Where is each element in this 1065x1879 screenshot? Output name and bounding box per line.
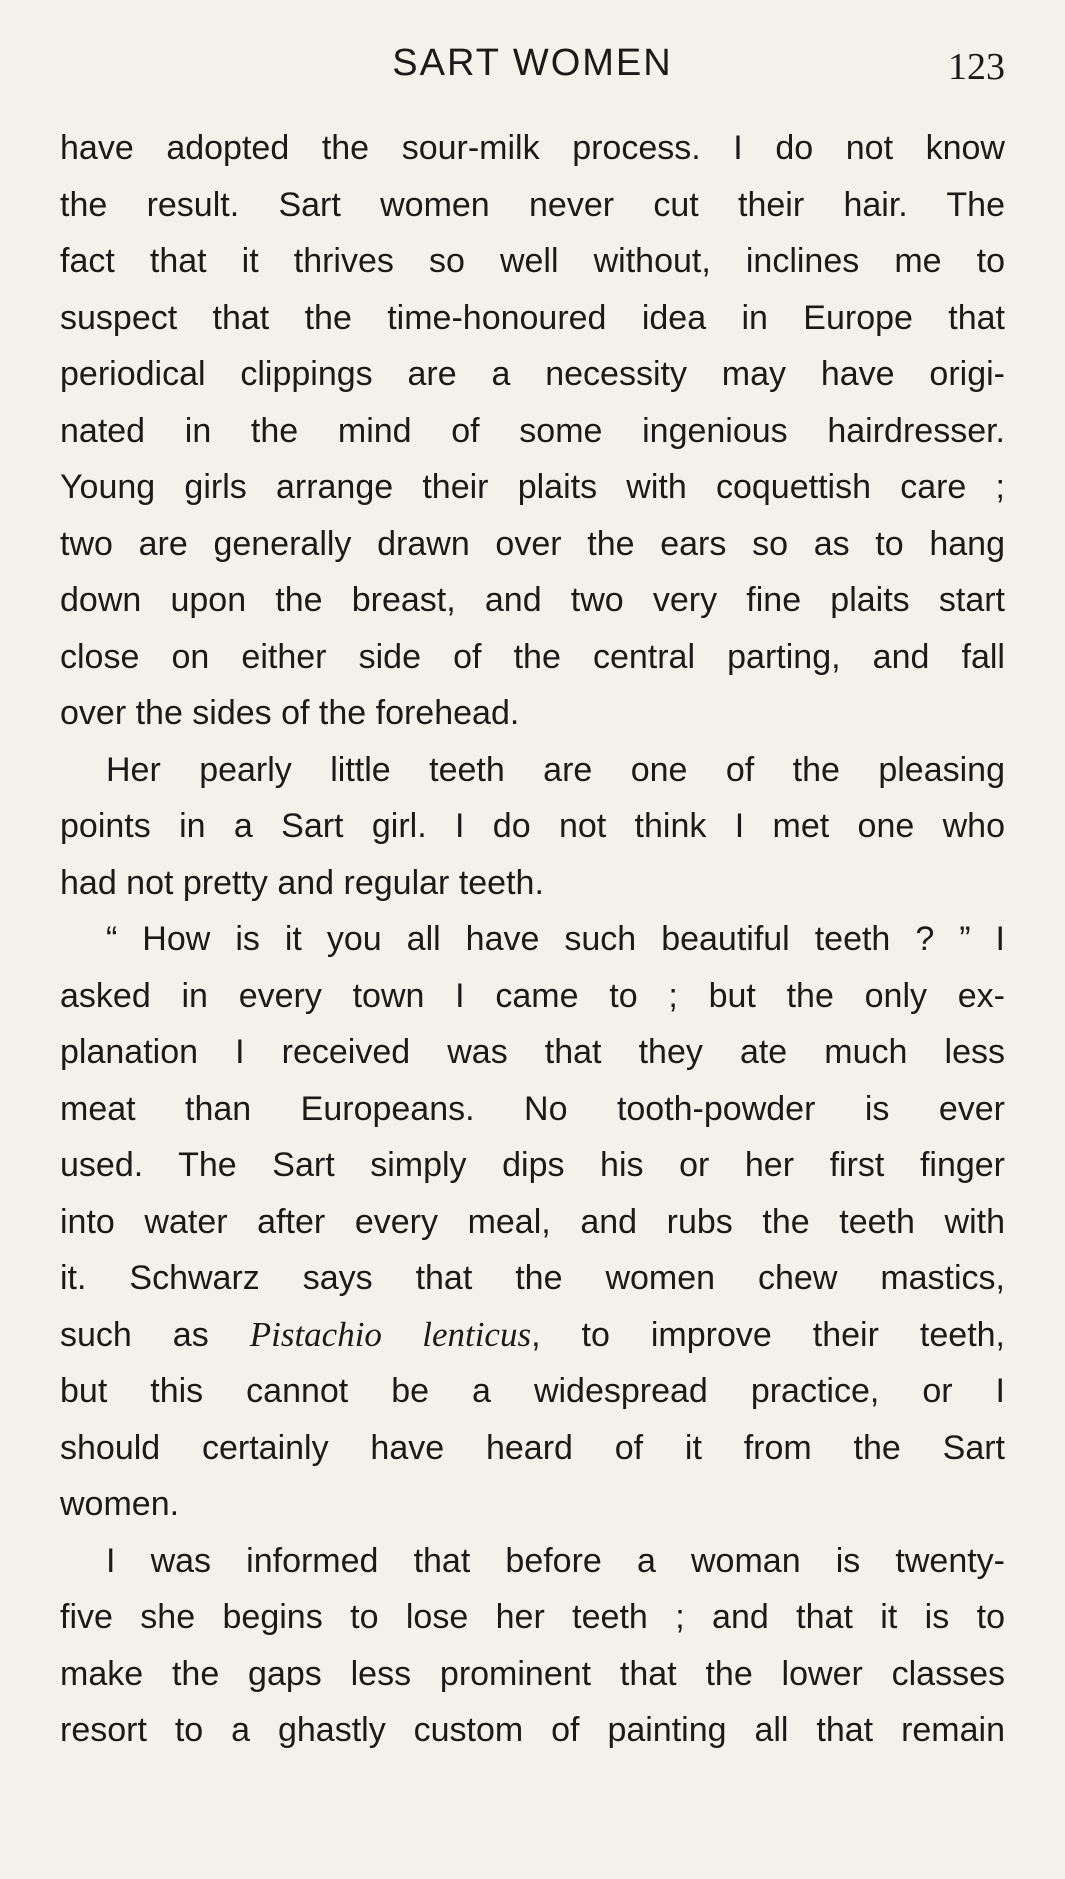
italic-species-name: Pistachio lenticus xyxy=(249,1314,532,1354)
text-line: planation I received was that they ate much less xyxy=(60,1033,1005,1071)
text-line: down upon the breast, and two very fine plaits start xyxy=(60,581,1005,619)
page-number: 123 xyxy=(948,46,1005,88)
text-line: but this cannot be a widespread practice, or I xyxy=(60,1372,1005,1410)
text-line: points in a Sart girl. I do not think I met one who xyxy=(60,807,1005,845)
text-line: meat than Europeans. No tooth-powder is ever xyxy=(60,1089,1005,1128)
text-line: close on either side of the central parting, and fall xyxy=(60,637,1005,676)
text-line: the result. Sart women never cut their hair. The xyxy=(60,185,1005,224)
text-line: women. xyxy=(60,1485,180,1523)
running-head xyxy=(60,38,1005,98)
text-line: “ How is it you all have such beautiful teeth ? ” I xyxy=(106,920,1005,958)
text-line: nated in the mind of some ingenious hairdresser. xyxy=(60,411,1005,450)
text-line: have adopted the sour-milk process. I do not know xyxy=(60,129,1005,167)
text-line: resort to a ghastly custom of painting all that remain xyxy=(60,1711,1005,1749)
text-line: Her pearly little teeth are one of the pleasing xyxy=(106,750,1005,789)
text-line: Young girls arrange their plaits with coquettish care ; xyxy=(60,468,1005,506)
running-title: SART WOMEN xyxy=(392,42,673,84)
text-line: five she begins to lose her teeth ; and that it is to xyxy=(60,1598,1005,1636)
text-line: fact that it thrives so well without, inclines me to xyxy=(60,242,1005,280)
text-line: suspect that the time-honoured idea in Europe that xyxy=(60,298,1005,337)
text-line: two are generally drawn over the ears so as to hang xyxy=(60,524,1005,563)
text-line: I was informed that before a woman is twenty- xyxy=(106,1541,1005,1580)
text-segment: such as xyxy=(60,1315,250,1354)
text-segment: , to improve their teeth, xyxy=(531,1315,1005,1354)
text-line: into water after every meal, and rubs the teeth with xyxy=(60,1202,1005,1241)
text-line: over the sides of the forehead. xyxy=(60,694,520,732)
text-line-with-italic xyxy=(60,1307,1005,1364)
text-line: make the gaps less prominent that the lower classes xyxy=(60,1654,1005,1693)
text-line: periodical clippings are a necessity may have origi- xyxy=(60,355,1005,393)
text-line: had not pretty and regular teeth. xyxy=(60,863,544,902)
text-line: it. Schwarz says that the women chew mastics, xyxy=(60,1259,1005,1297)
body-text xyxy=(60,120,1005,1759)
text-line: asked in every town I came to ; but the only ex- xyxy=(60,976,1005,1015)
text-line: should certainly have heard of it from the Sart xyxy=(60,1428,1005,1467)
text-line: used. The Sart simply dips his or her first finger xyxy=(60,1146,1005,1184)
